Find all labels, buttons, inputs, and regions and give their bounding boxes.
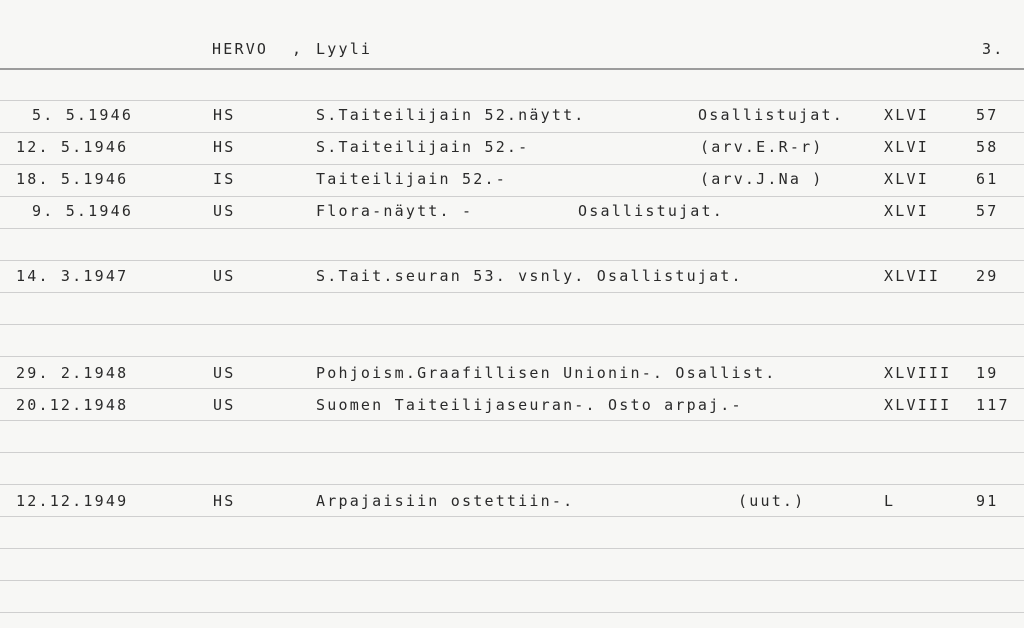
card-firstname: Lyyli [316,40,373,58]
entry-volume: XLVIII [884,396,952,414]
entry-note: (arv.E.R-r) [700,138,824,156]
entry-date: 18. 5.1946 [16,170,129,188]
entry-page: 61 [976,170,999,188]
entry-note: (uut.) [738,492,806,510]
entry-paper: US [213,202,236,220]
entry-volume: L [884,492,896,510]
ruled-line [0,356,1024,357]
entry-volume: XLVI [884,202,929,220]
card-number: 3. [982,40,1005,58]
entry-page: 57 [976,202,999,220]
entry-title: Arpajaisiin ostettiin-. [316,492,575,510]
entry-title: Pohjoism.Graafillisen Unionin-. Osallist. [316,364,777,382]
entry-volume: XLVI [884,138,929,156]
ruled-line [0,420,1024,421]
entry-page: 117 [976,396,1010,414]
entry-title: Taiteilijain 52.- [316,170,507,188]
entry-paper: HS [213,138,236,156]
entry-paper: IS [213,170,236,188]
entry-note: Osallistujat. [578,202,724,220]
entry-paper: US [213,267,236,285]
ruled-line [0,388,1024,389]
entry-title: Suomen Taiteilijaseuran-. Osto arpaj.- [316,396,743,414]
entry-page: 58 [976,138,999,156]
ruled-line [0,548,1024,549]
entry-page: 91 [976,492,999,510]
entry-page: 29 [976,267,999,285]
ruled-line [0,100,1024,101]
header-rule [0,68,1024,70]
entry-title: S.Taiteilijain 52.näytt. [316,106,586,124]
ruled-line [0,196,1024,197]
entry-date: 12. 5.1946 [16,138,129,156]
entry-title: S.Tait.seuran 53. vsnly. Osallistujat. [316,267,743,285]
entry-note: Osallistujat. [698,106,844,124]
ruled-line [0,612,1024,613]
entry-paper: US [213,364,236,382]
entry-volume: XLVII [884,267,941,285]
entry-date: 9. 5.1946 [32,202,134,220]
ruled-line [0,292,1024,293]
card-surname: HERVO [212,40,269,58]
entry-date: 29. 2.1948 [16,364,129,382]
ruled-line [0,516,1024,517]
ruled-line [0,260,1024,261]
ruled-line [0,324,1024,325]
entry-volume: XLVIII [884,364,952,382]
entry-paper: HS [213,492,236,510]
card-name-separator: , [292,40,304,58]
ruled-line [0,580,1024,581]
entry-date: 20.12.1948 [16,396,129,414]
ruled-line [0,228,1024,229]
ruled-line [0,132,1024,133]
ruled-line [0,164,1024,165]
entry-date: 12.12.1949 [16,492,129,510]
entry-paper: US [213,396,236,414]
ruled-line [0,484,1024,485]
entry-volume: XLVI [884,106,929,124]
entry-note: (arv.J.Na ) [700,170,824,188]
entry-page: 19 [976,364,999,382]
ruled-line [0,452,1024,453]
entry-paper: HS [213,106,236,124]
entry-date: 14. 3.1947 [16,267,129,285]
entry-title: S.Taiteilijain 52.- [316,138,530,156]
entry-volume: XLVI [884,170,929,188]
entry-title: Flora-näytt. - [316,202,474,220]
entry-page: 57 [976,106,999,124]
entry-date: 5. 5.1946 [32,106,134,124]
